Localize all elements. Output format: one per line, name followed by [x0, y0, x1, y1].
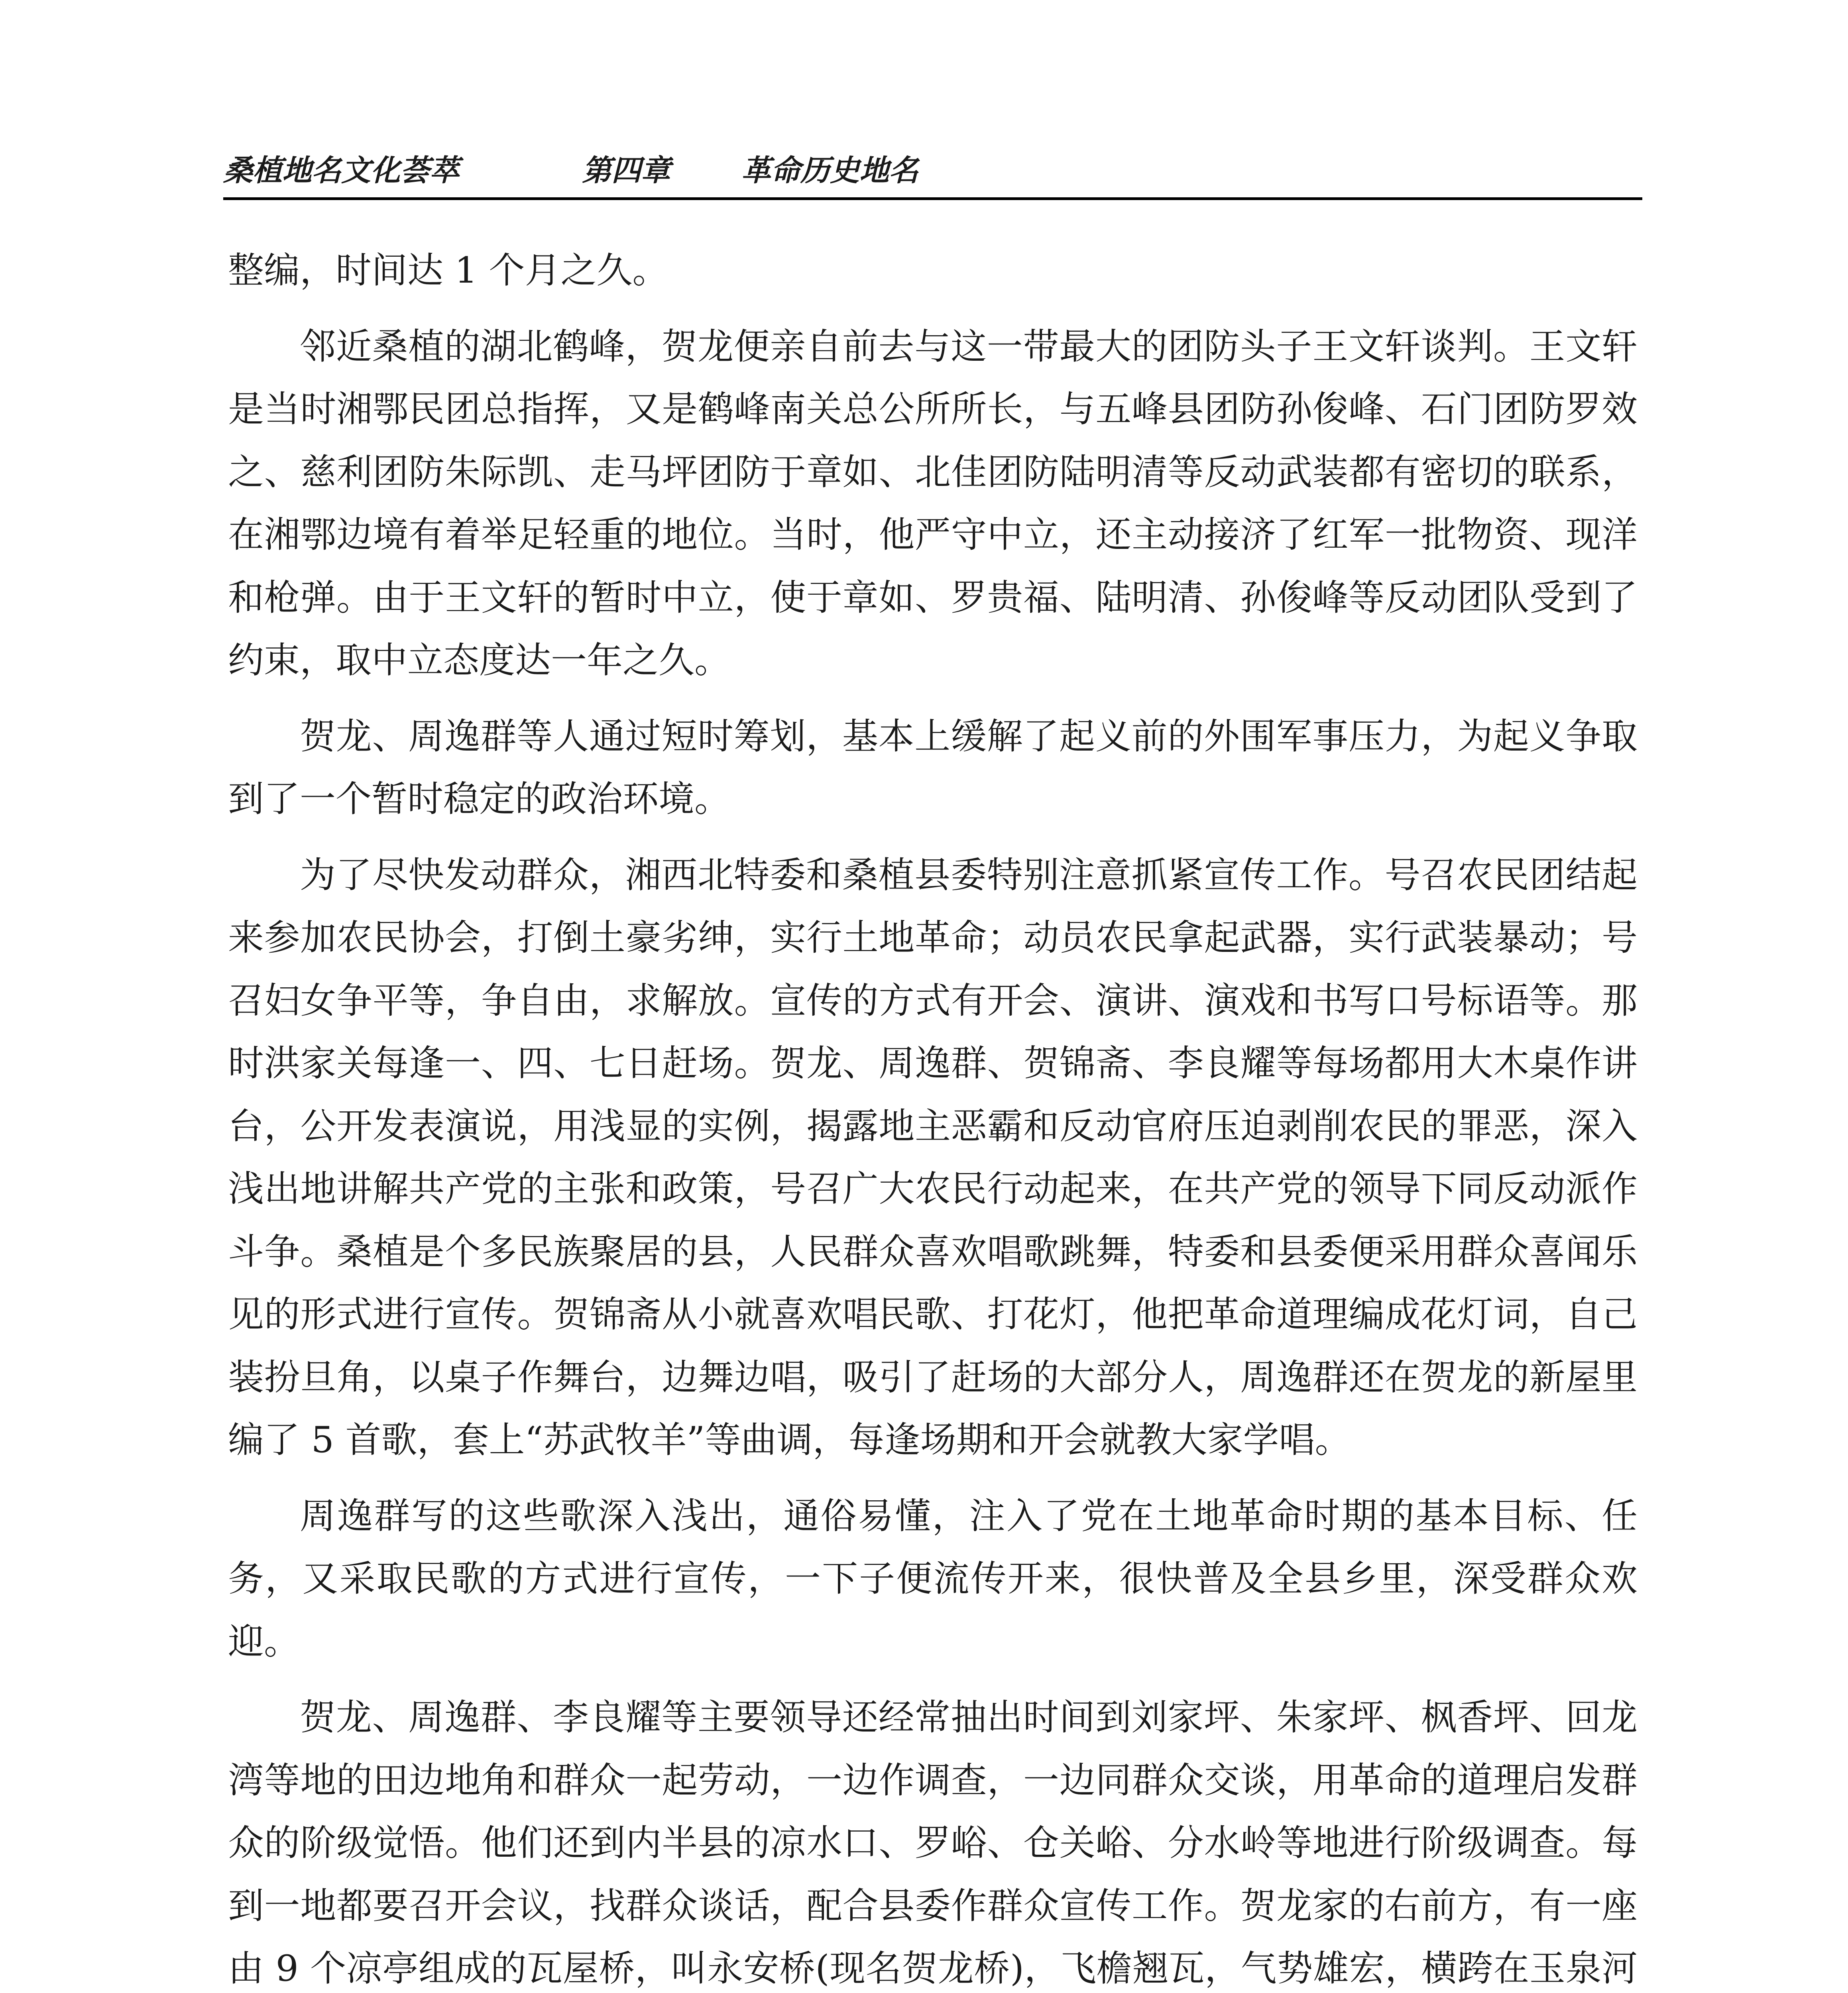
header-divider — [223, 197, 1642, 200]
paragraph: 贺龙、周逸群等人通过短时筹划，基本上缓解了起义前的外围军事压力，为起义争取到了一个暂时稳定的政治环境。 — [228, 715, 1638, 820]
paragraph: 邻近桑植的湖北鹤峰，贺龙便亲自前去与这一带最大的团防头子王文轩谈判。王文轩是当时湘鄂民团总指挥，又是鹤峰南关总公所所长，与五峰县团防孙俊峰、石门团防罗效之、慈利团防朱际凯、走马坪团防于章如、北佳团防陆明清等反动武装都有密切的联系，在湘鄂边境有着举足轻重的地位。当时，他严守中立，还主动接济了红军一批物资、现洋和枪弹。由于王文轩的暂时中立，使于章如、罗贵福、陆明清、孙俊峰等反动团队受到了约束，取中立态度达一年之久。 — [228, 325, 1638, 681]
body-text — [228, 239, 1638, 1993]
header-chapter-number: 第四章 — [582, 153, 670, 188]
paragraph: 周逸群写的这些歌深入浅出，通俗易懂，注入了党在土地革命时期的基本目标、任务，又采取民歌的方式进行宣传，一下子便流传开来，很快普及全县乡里，深受群众欢迎。 — [228, 1495, 1638, 1663]
running-header — [223, 147, 1642, 195]
paragraph: 贺龙、周逸群、李良耀等主要领导还经常抽出时间到刘家坪、朱家坪、枫香坪、回龙湾等地的田边地角和群众一起劳动，一边作调查，一边同群众交谈，用革命的道理启发群众的阶级觉悟。他们还到内半县的凉水口、罗峪、仓关峪、分水岭等地进行阶级调查。每到一地都要召开会议，找群众谈话，配合县委作群众宣传工作。贺龙家的右前方，有一座由 9 个凉亭组成的瓦屋桥，叫永安桥(现名贺龙桥)，飞檐翘瓦，气势雄宏，横跨在玉泉河 — [228, 1696, 1638, 1989]
header-book-title: 桑植地名文化荟萃 — [223, 153, 459, 188]
header-chapter-title: 革命历史地名 — [741, 153, 918, 188]
paragraph: 为了尽快发动群众，湘西北特委和桑植县委特别注意抓紧宣传工作。号召农民团结起来参加农民协会，打倒土豪劣绅，实行土地革命；动员农民拿起武器，实行武装暴动；号召妇女争平等，争自由，求解放。宣传的方式有开会、演讲、演戏和书写口号标语等。那时洪家关每逢一、四、七日赶场。贺龙、周逸群、贺锦斋、李良耀等每场都用大木桌作讲台，公开发表演说，用浅显的实例，揭露地主恶霸和反动官府压迫剥削农民的罪恶，深入浅出地讲解共产党的主张和政策，号召广大农民行动起来，在共产党的领导下同反动派作斗争。桑植是个多民族聚居的县，人民群众喜欢唱歌跳舞，特委和县委便采用群众喜闻乐见的形式进行宣传。贺锦斋从小就喜欢唱民歌、打花灯，他把革命道理编成花灯词，自己装扮旦角，以桌子作舞台，边舞边唱，吸引了赶场的大部分人，周逸群还在贺龙的新屋里编了 5 首歌，套上“苏武牧羊”等曲调，每逢场期和开会就教大家学唱。 — [228, 854, 1638, 1461]
paragraph: 整编，时间达 1 个月之久。 — [228, 250, 668, 291]
